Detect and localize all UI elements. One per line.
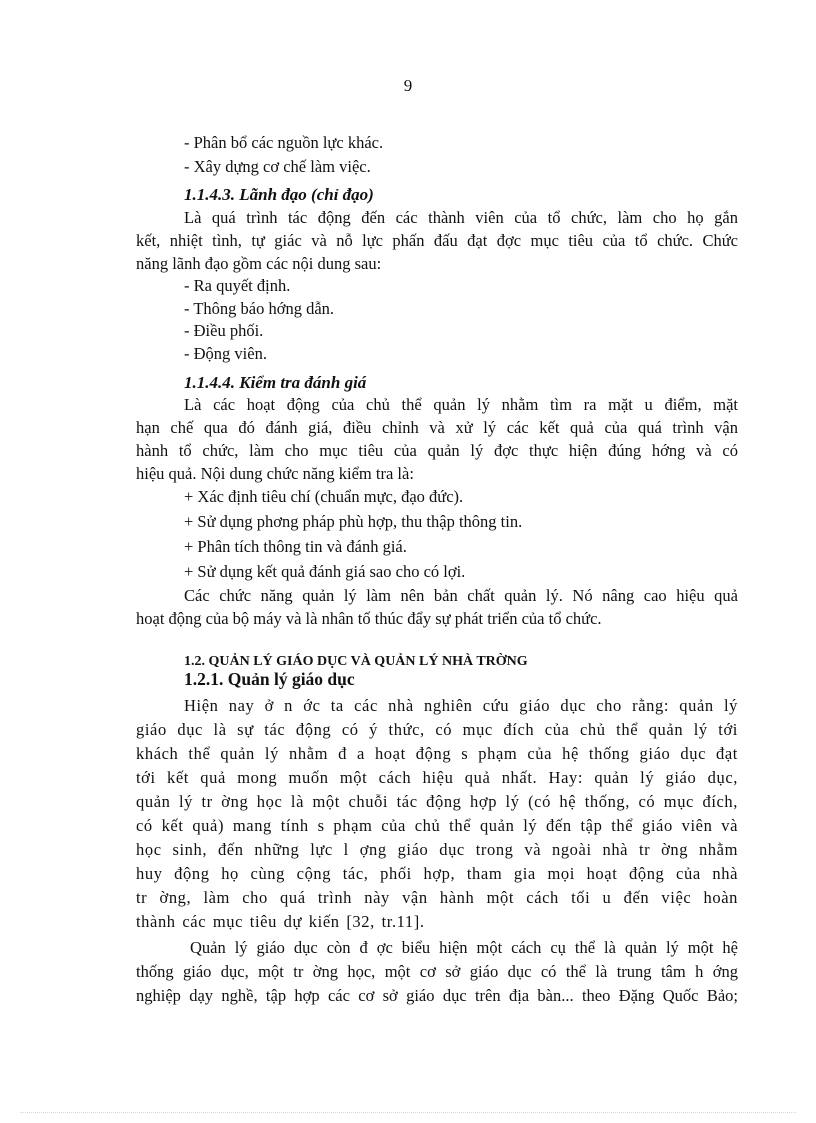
list-item: - Thông báo hớng dẫn. [184, 299, 335, 318]
paragraph-line: học sinh, đến những lực l ợng giáo dục trong và ngoài nhà tr ờng nhằm [136, 840, 738, 859]
list-item: - Ra quyết định. [184, 276, 291, 295]
text-line: - Xây dựng cơ chế làm việc. [184, 157, 371, 176]
paragraph-line: Hiện nay ở n ớc ta các nhà nghiên cứu giáo dục cho rằng: quản lý [184, 696, 738, 715]
section-heading-1-1-4-4: 1.1.4.4. Kiểm tra đánh giá [184, 373, 367, 392]
paragraph-line: nghiệp dạy nghề, tập hợp các cơ sở giáo dục trên địa bàn... theo Đặng Quốc Bảo; [136, 986, 738, 1005]
chapter-heading-1-2: 1.2. QUẢN LÝ GIÁO DỤC VÀ QUẢN LÝ NHÀ TRỜNG [184, 654, 528, 669]
paragraph-line: tr ờng, làm cho quá trình này vận hành một cách tối u đến việc hoàn [136, 888, 738, 907]
list-item: + Sử dụng kết quả đánh giá sao cho có lợi. [184, 562, 466, 581]
page-number: 9 [403, 76, 413, 95]
paragraph-line: thống giáo dục, một tr ờng học, một cơ sở giáo dục có thể là trung tâm h ớng [136, 962, 738, 981]
list-item: - Động viên. [184, 344, 267, 363]
list-item: + Sử dụng phơng pháp phù hợp, thu thập thông tin. [184, 512, 523, 531]
paragraph-line: hành tổ chức, làm cho mục tiêu của quản lý đợc thực hiện đúng hớng và có [136, 441, 738, 460]
paragraph-line: thành các mục tiêu dự kiến [32, tr.11]. [136, 912, 425, 931]
section-heading-1-2-1: 1.2.1. Quản lý giáo dục [184, 669, 355, 689]
paragraph-line: quản lý tr ờng học là một chuỗi tác động hợp lý (có hệ thống, có mục đích, [136, 792, 738, 811]
text-line: - Phân bổ các nguồn lực khác. [184, 133, 384, 152]
section-heading-1-1-4-3: 1.1.4.3. Lãnh đạo (chỉ đạo) [184, 185, 374, 204]
paragraph-line: khách thể quản lý nhằm đ a hoạt động s phạm của hệ thống giáo dục đạt [136, 744, 738, 763]
paragraph-line: Là quá trình tác động đến các thành viên của tổ chức, làm cho họ gắn [184, 208, 738, 227]
paragraph-line: hiệu quả. Nội dung chức năng kiểm tra là: [136, 464, 414, 483]
list-item: + Xác định tiêu chí (chuẩn mực, đạo đức). [184, 487, 464, 506]
paragraph-line: hạn chế qua đó đánh giá, điều chỉnh và xử lý các kết quả của quá trình vận [136, 418, 738, 437]
paragraph-line: Các chức năng quản lý làm nên bản chất quản lý. Nó nâng cao hiệu quả [184, 586, 738, 605]
page-bottom-border [20, 1112, 796, 1113]
paragraph-line: tới kết quả mong muốn một cách hiệu quả nhất. Hay: quản lý giáo dục, [136, 768, 738, 787]
list-item: + Phân tích thông tin và đánh giá. [184, 537, 407, 556]
paragraph-line: năng lãnh đạo gồm các nội dung sau: [136, 254, 382, 273]
list-item: - Điều phối. [184, 321, 264, 340]
paragraph-line: có kết quả) mang tính s phạm của chủ thể quản lý đến tập thể giáo viên và [136, 816, 738, 835]
paragraph-line: huy động họ cùng cộng tác, phối hợp, tham gia mọi hoạt động của nhà [136, 864, 738, 883]
paragraph-line: hoạt động của bộ máy và là nhân tố thúc đẩy sự phát triển của tổ chức. [136, 609, 602, 628]
paragraph-line: kết, nhiệt tình, tự giác và nỗ lực phấn đấu đạt đợc mục tiêu của tổ chức. Chức [136, 231, 738, 250]
paragraph-line: Quản lý giáo dục còn đ ợc biểu hiện một cách cụ thể là quản lý một hệ [190, 938, 738, 957]
paragraph-line: Là các hoạt động của chủ thể quản lý nhằm tìm ra mặt u điểm, mặt [184, 395, 738, 414]
paragraph-line: giáo dục là sự tác động có ý thức, có mục đích của chủ thể quản lý tới [136, 720, 738, 739]
